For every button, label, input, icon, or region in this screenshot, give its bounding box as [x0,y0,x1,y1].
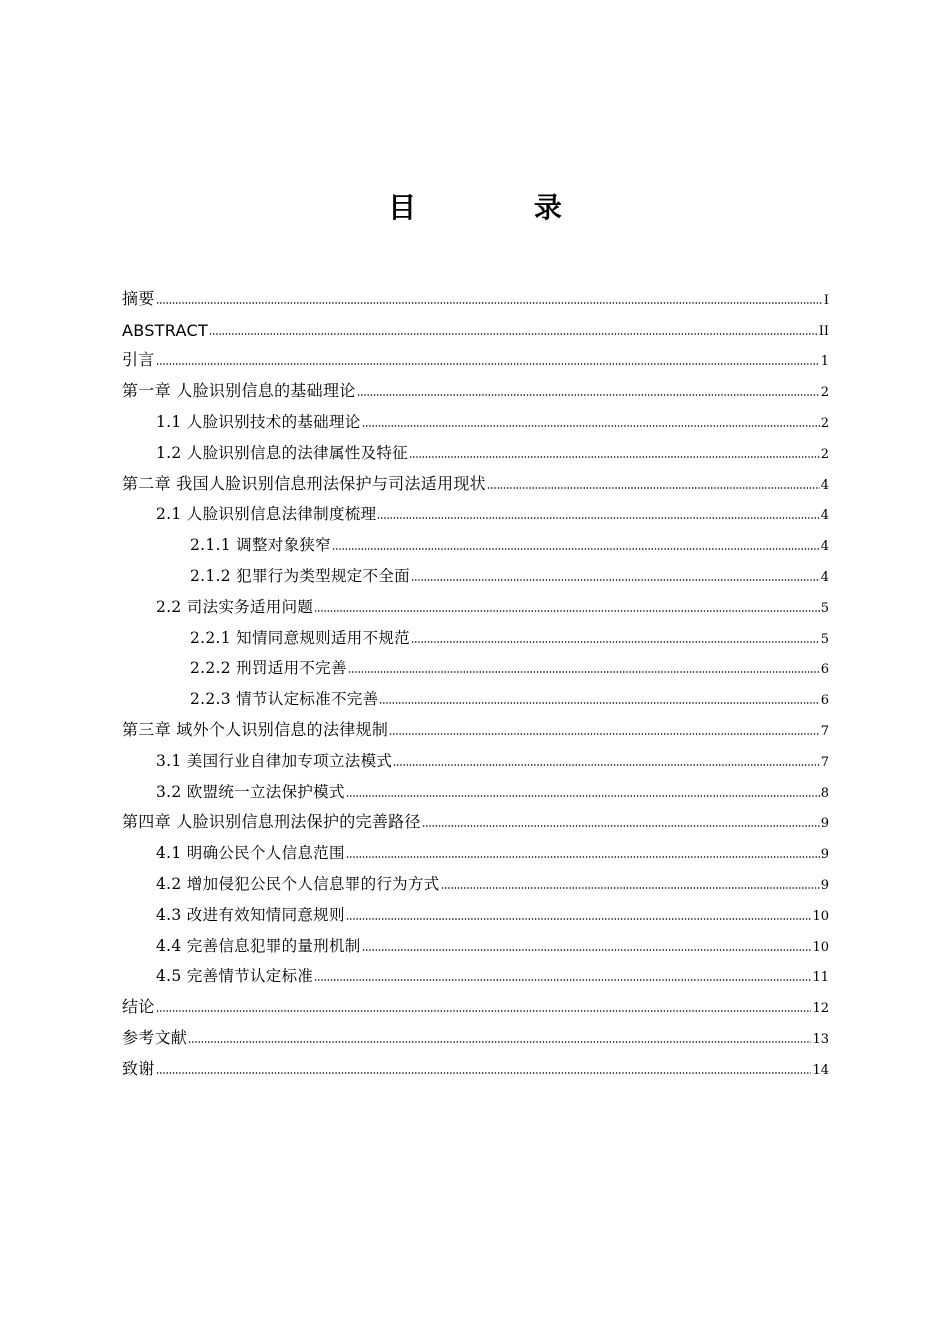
toc-entry[interactable] [122,463,829,494]
dot-leader [379,701,819,705]
toc-entry[interactable] [122,740,829,771]
toc-entry-page: 10 [812,939,829,955]
toc-entry-page: 9 [820,816,829,832]
toc-entry-page: I [823,292,829,308]
dot-leader [411,578,820,582]
toc-entry[interactable] [122,524,829,555]
dot-leader [156,362,820,366]
dot-leader [348,670,820,674]
toc-entry-page: 2 [820,385,829,401]
toc-entry-label: 第三章 域外个人识别信息的法律规制 [122,719,389,739]
toc-entry[interactable] [122,1048,829,1079]
toc-entry-label: 第四章 人脸识别信息刑法保护的完善路径 [122,812,421,832]
dot-leader [422,824,820,828]
toc-entry-label: 3.2 欧盟统一立法保护模式 [156,782,345,801]
toc-entry[interactable] [122,709,829,740]
toc-entry[interactable] [122,925,829,956]
dot-leader [346,917,812,921]
toc-title: 目 录 [388,191,616,224]
toc-entry[interactable] [122,340,829,371]
toc-entry[interactable] [122,678,829,709]
toc-entry[interactable] [122,309,829,340]
dot-leader [357,393,820,397]
toc-entry-page: 4 [820,569,829,585]
toc-entry[interactable] [122,956,829,987]
toc-entry-page: 5 [820,600,829,616]
toc-entry[interactable] [122,555,829,586]
dot-leader [362,424,820,428]
toc-entry[interactable] [122,432,829,463]
toc-entry-label: 4.5 完善情节认定标准 [156,967,314,986]
toc-entry[interactable] [122,617,829,648]
toc-entry-page: 13 [812,1031,829,1047]
toc-entry-label: 摘要 [122,288,155,308]
dot-leader [314,609,820,613]
toc-entry-page: 4 [820,539,829,555]
toc-entry-label: 参考文献 [122,1027,188,1047]
dot-leader [332,547,820,551]
dot-leader [346,794,820,798]
toc-entry-page: II [818,323,829,339]
toc-entry-label: 4.1 明确公民个人信息范围 [156,844,345,863]
toc-entry[interactable] [122,278,829,309]
toc-entry-label: 致谢 [122,1058,155,1078]
toc-entry[interactable] [122,986,829,1017]
toc-entry-label: 结论 [122,997,155,1017]
toc-entry-page: 8 [820,785,829,801]
dot-leader [156,301,823,305]
toc-entry-label: 2.2 司法实务适用问题 [156,597,314,616]
toc-entry-label: 4.2 增加侵犯公民个人信息罪的行为方式 [156,874,440,893]
toc-entry-page: 9 [820,877,829,893]
dot-leader [393,763,820,767]
toc-entry[interactable] [122,771,829,802]
toc-entry-page: 4 [820,508,829,524]
table-of-contents [122,278,829,1079]
dot-leader [156,1071,812,1075]
toc-entry-page: 5 [820,631,829,647]
toc-entry-label: 第二章 我国人脸识别信息刑法保护与司法适用现状 [122,473,486,493]
toc-entry[interactable] [122,894,829,925]
toc-entry-page: 2 [820,446,829,462]
toc-entry-page: 7 [820,754,829,770]
toc-entry[interactable] [122,494,829,525]
dot-leader [487,486,820,490]
toc-entry[interactable] [122,1017,829,1048]
dot-leader [188,1040,811,1044]
toc-entry-page: 4 [820,477,829,493]
toc-entry-page: 7 [820,723,829,739]
toc-entry-label: 2.2.2 刑罚适用不完善 [190,659,347,678]
dot-leader [209,332,818,336]
toc-entry-label: 2.1 人脸识别信息法律制度梳理 [156,505,377,524]
toc-entry-label: 2.1.2 犯罪行为类型规定不全面 [190,566,410,585]
dot-leader [441,886,820,890]
dot-leader [409,455,820,459]
dot-leader [362,948,812,952]
toc-entry[interactable] [122,370,829,401]
dot-leader [377,516,819,520]
dot-leader [411,640,820,644]
dot-leader [389,732,820,736]
toc-entry-label: 第一章 人脸识别信息的基础理论 [122,381,356,401]
dot-leader [314,978,811,982]
toc-entry-page: 6 [820,693,829,709]
toc-entry[interactable] [122,863,829,894]
toc-entry-label: 引言 [122,350,155,370]
toc-entry-page: 9 [820,847,829,863]
toc-entry-page: 10 [812,908,829,924]
toc-entry-label: 2.1.1 调整对象狭窄 [190,536,331,555]
toc-entry-page: 6 [820,662,829,678]
toc-entry[interactable] [122,586,829,617]
toc-entry-label: 4.4 完善信息犯罪的量刑机制 [156,936,361,955]
toc-entry-label: 1.1 人脸识别技术的基础理论 [156,412,361,431]
toc-entry-label: 2.2.3 情节认定标准不完善 [190,690,379,709]
toc-entry[interactable] [122,648,829,679]
toc-entry-page: 11 [812,970,829,986]
toc-entry-page: 2 [820,415,829,431]
dot-leader [156,1009,812,1013]
toc-entry-label: ABSTRACT [122,320,209,340]
toc-entry-label: 2.2.1 知情同意规则适用不规范 [190,628,410,647]
dot-leader [346,855,820,859]
toc-entry-label: 4.3 改进有效知情同意规则 [156,905,345,924]
toc-entry-page: 1 [820,354,829,370]
toc-entry-label: 3.1 美国行业自律加专项立法模式 [156,751,393,770]
toc-entry[interactable] [122,401,829,432]
toc-entry-page: 12 [812,1001,829,1017]
toc-entry[interactable] [122,802,829,833]
toc-entry-label: 1.2 人脸识别信息的法律属性及特征 [156,443,408,462]
toc-entry-page: 14 [812,1062,829,1078]
toc-entry[interactable] [122,832,829,863]
